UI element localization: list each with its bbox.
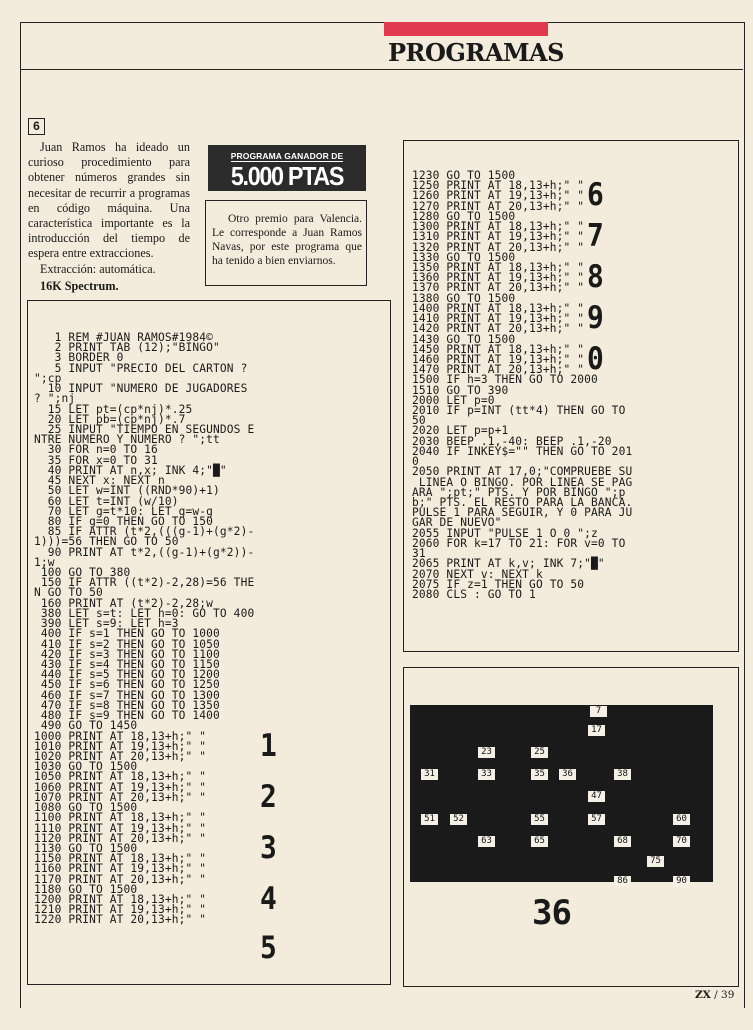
bingo-number-cell: 63 [478,836,495,847]
bingo-number-cell: 57 [588,814,605,825]
bingo-number-cell: 86 [614,876,631,887]
code-line: 5 INPUT "PRECIO DEL CARTON ? [34,361,248,375]
code-line: LINEA O BINGO. POR LINEA SE PAG [412,475,633,489]
big-digit: 7 [587,218,604,255]
bingo-number-cell: 51 [421,814,438,825]
code-line: 410 IF s=2 THEN GO TO 1050 [34,637,220,651]
code-line: 2060 FOR k=17 TO 21: FOR v=0 TO [412,536,626,550]
bingo-number-cell: 36 [559,769,576,780]
code-line: 1310 PRINT AT 19,13+h;" " [412,230,585,244]
page-folio [695,989,734,1001]
bingo-screen [410,705,713,886]
section-color-bar [384,22,548,36]
code-line: 1450 PRINT AT 18,13+h;" " [412,342,585,356]
drawn-number: 36 [532,893,571,933]
code-line: GAR DE NUEVO" [412,516,502,530]
big-digit: 6 [587,177,604,214]
code-line: 1270 PRINT AT 20,13+h;" " [412,199,585,213]
code-line: 15 LET pt=(cp*nj)*.25 [34,402,193,416]
bingo-number-cell: 68 [614,836,631,847]
code-line: 150 IF ATTR ((t*2)-2,28)=56 THE [34,576,255,590]
listing-left [34,333,254,926]
code-line: 1050 PRINT AT 18,13+h;" " [34,770,207,784]
code-line: 1360 PRINT AT 19,13+h;" " [412,271,585,285]
big-digit: 2 [260,778,277,815]
bingo-number-cell: 70 [673,836,690,847]
code-line: 1220 PRINT AT 20,13+h;" " [34,913,207,927]
code-line: 1510 GO TO 390 [412,383,509,397]
code-line: 1070 PRINT AT 20,13+h;" " [34,790,207,804]
bingo-number-cell: 60 [673,814,690,825]
big-digit: 5 [260,929,277,966]
big-digit: 4 [260,880,277,917]
big-digit: 9 [587,299,604,336]
code-line: 1)))=56 THEN GO TO 50 [34,535,179,549]
code-line: ? ";nj [34,392,76,406]
code-line: 30 FOR n=0 TO 16 [34,443,158,457]
code-line: 20 LET pb=(cp*nj)*.7 [34,412,186,426]
code-line: 1000 PRINT AT 18,13+h;" " [34,729,207,743]
code-line: 1410 PRINT AT 19,13+h;" " [412,312,585,326]
code-line: 40 PRINT AT n,x; INK 4;"█" [34,463,227,477]
prize-badge-amount: 5.000 PTAS [230,161,344,191]
code-line: 1470 PRINT AT 20,13+h;" " [412,363,585,377]
code-line: 1330 GO TO 1500 [412,250,516,264]
bingo-number-cell: 47 [588,791,605,802]
code-line: 1130 GO TO 1500 [34,841,138,855]
code-line: 31 [412,547,426,561]
header-rule [20,69,743,70]
code-line: 2010 IF p=INT (tt*4) THEN GO TO [412,404,626,418]
code-line: 1080 GO TO 1500 [34,801,138,815]
code-line: 2000 LET p=0 [412,393,495,407]
folio-magazine: ZX [695,989,711,1001]
listing-left-box [27,300,391,985]
code-line: 2040 IF INKEY$="" THEN GO TO 201 [412,444,633,458]
code-line: 2065 PRINT AT k,v; INK 7;"█" [412,557,605,571]
big-digit: 3 [260,829,277,866]
intro-paragraph: Juan Ramos ha ideado un curioso procedimiento para obtener números grandes sin necesitar de recurrir a programas en código máquina. Una característica importante es la introducción del tiempo de espera entre extracciones. [28,140,190,261]
code-line: 470 IF s=8 THEN GO TO 1350 [34,698,220,712]
listing-right-box [403,140,739,652]
big-digit: 1 [260,727,277,764]
section-title: PROGRAMAS [388,38,564,67]
code-line: 1400 PRINT AT 18,13+h;" " [412,301,585,315]
code-line: 2070 NEXT v: NEXT k [412,567,543,581]
code-line: 2050 PRINT AT 17,0;"COMPRUEBE SU [412,465,633,479]
bingo-number-cell: 7 [590,706,607,717]
code-line: 2 PRINT TAB (12);"BINGO" [34,341,220,355]
code-line: 380 LET s=t: LET h=0: GO TO 400 [34,606,255,620]
bingo-number-cell: 90 [673,876,690,887]
code-line: 50 [412,414,426,428]
code-line: 1320 PRINT AT 20,13+h;" " [412,240,585,254]
folio-page: 39 [721,989,735,1001]
code-line: 1160 PRINT AT 19,13+h;" " [34,862,207,876]
code-line: 400 IF s=1 THEN GO TO 1000 [34,627,220,641]
code-line: 35 FOR x=0 TO 31 [34,453,158,467]
bingo-number-cell: 52 [450,814,467,825]
code-line: 10 INPUT "NUMERO DE JUGADORES [34,382,248,396]
code-line: 440 IF s=5 THEN GO TO 1200 [34,668,220,682]
code-line: 450 IF s=6 THEN GO TO 1250 [34,678,220,692]
code-line: 70 LET g=t*10: LET g=w-g [34,504,214,518]
article-intro [28,140,190,294]
bingo-number-cell: 33 [478,769,495,780]
code-line: 1230 GO TO 1500 [412,169,516,182]
code-line: 45 NEXT x: NEXT n [34,474,165,488]
code-line: 2080 CLS : GO TO 1 [412,587,536,601]
code-line: 2030 BEEP .1,-40: BEEP .1,-20 [412,434,612,448]
code-line: 1350 PRINT AT 18,13+h;" " [412,260,585,274]
code-line: 2075 IF z=1 THEN GO TO 50 [412,577,585,591]
extraction-note: Extracción: automática. [40,261,156,276]
code-line: 1120 PRINT AT 20,13+h;" " [34,831,207,845]
code-line: 100 GO TO 380 [34,566,131,580]
code-line: 1500 IF h=3 THEN GO TO 2000 [412,373,598,387]
bingo-number-cell: 17 [588,725,605,736]
bingo-number-cell: 38 [614,769,631,780]
code-line: 60 LET t=INT (w/10) [34,494,179,508]
code-line: 1010 PRINT AT 19,13+h;" " [34,739,207,753]
code-line: 1020 PRINT AT 20,13+h;" " [34,749,207,763]
code-line: 80 IF g=0 THEN GO TO 150 [34,514,214,528]
code-line: 1250 PRINT AT 18,13+h;" " [412,179,585,193]
bingo-number-cell: 75 [647,856,664,867]
code-line: 1200 PRINT AT 18,13+h;" " [34,893,207,907]
code-line: ";cp [34,371,62,385]
code-line: 390 LET s=9: LET h=3 [34,617,179,631]
code-line: 25 INPUT "TIEMPO EN SEGUNDOS E [34,422,255,436]
code-line: 2020 LET p=p+1 [412,424,509,438]
code-line: 1210 PRINT AT 19,13+h;" " [34,903,207,917]
bingo-number-cell: 31 [421,769,438,780]
code-line: 1170 PRINT AT 20,13+h;" " [34,872,207,886]
code-line: PULSE 1 PARA SEGUIR, Y 0 PARA JU [412,506,633,520]
code-line: 460 IF s=7 THEN GO TO 1300 [34,688,220,702]
code-line: 0 [412,455,419,469]
code-line: 1060 PRINT AT 19,13+h;" " [34,780,207,794]
code-line: 1;w [34,555,55,569]
prize-badge-caption: PROGRAMA GANADOR DE [230,151,344,161]
code-line: 50 LET w=INT ((RND*90)+1) [34,484,220,498]
code-line: 3 BORDER 0 [34,351,124,365]
code-line: 1 REM #JUAN RAMOS#1984© [34,331,214,344]
code-line: 2055 INPUT "PULSE 1 O 0 ";z [412,526,598,540]
bingo-number-cell: 55 [531,814,548,825]
bingo-number-cell: 25 [531,747,548,758]
code-line: 1260 PRINT AT 19,13+h;" " [412,189,585,203]
code-line: 1420 PRINT AT 20,13+h;" " [412,322,585,336]
bingo-number-cell: 35 [531,769,548,780]
big-digit: 8 [587,258,604,295]
code-line: 160 PRINT AT (t*2)-2,28;w [34,596,214,610]
code-line: 480 IF s=9 THEN GO TO 1400 [34,709,220,723]
code-line: 1300 PRINT AT 18,13+h;" " [412,220,585,234]
code-line: 85 IF ATTR (t*2,(((g-1)+(g*2)- [34,525,255,539]
code-line: 1460 PRINT AT 19,13+h;" " [412,352,585,366]
code-line: 1110 PRINT AT 19,13+h;" " [34,821,207,835]
code-line: b;" PTS. EL RESTO PARA LA BANCA. [412,496,633,509]
code-line: 1180 GO TO 1500 [34,882,138,896]
article-number: 6 [28,118,45,135]
code-line: 1030 GO TO 1500 [34,760,138,774]
code-line: 430 IF s=4 THEN GO TO 1150 [34,658,220,671]
code-line: 420 IF s=3 THEN GO TO 1100 [34,647,220,661]
code-line: 1380 GO TO 1500 [412,291,516,305]
code-line: 1430 GO TO 1500 [412,332,516,346]
code-line: 1150 PRINT AT 18,13+h;" " [34,852,207,866]
code-line: N GO TO 50 [34,586,103,600]
machine-spec: 16K Spectrum. [40,278,119,293]
code-line: 1370 PRINT AT 20,13+h;" " [412,281,585,295]
folio-separator: / [714,989,718,1001]
code-line: ARA ";pt;" PTS. Y POR BINGO ";p [412,485,626,499]
prize-badge [208,145,366,191]
big-digit: 0 [587,340,604,377]
award-paragraph: Otro premio para Valencia. Le corresponde a Juan Ramos Navas, por este programa que ha tenido a bien enviarnos. [212,213,362,267]
award-text [212,212,362,268]
code-line: 1100 PRINT AT 18,13+h;" " [34,811,207,825]
code-line: 1280 GO TO 1500 [412,209,516,223]
code-line: 490 GO TO 1450 [34,719,138,733]
bingo-number-cell: 23 [478,747,495,758]
bingo-number-cell: 65 [531,836,548,847]
code-line: 90 PRINT AT t*2,((g-1)+(g*2))- [34,545,255,559]
code-line: NTRE NUMERO Y NUMERO ? ";tt [34,433,220,447]
